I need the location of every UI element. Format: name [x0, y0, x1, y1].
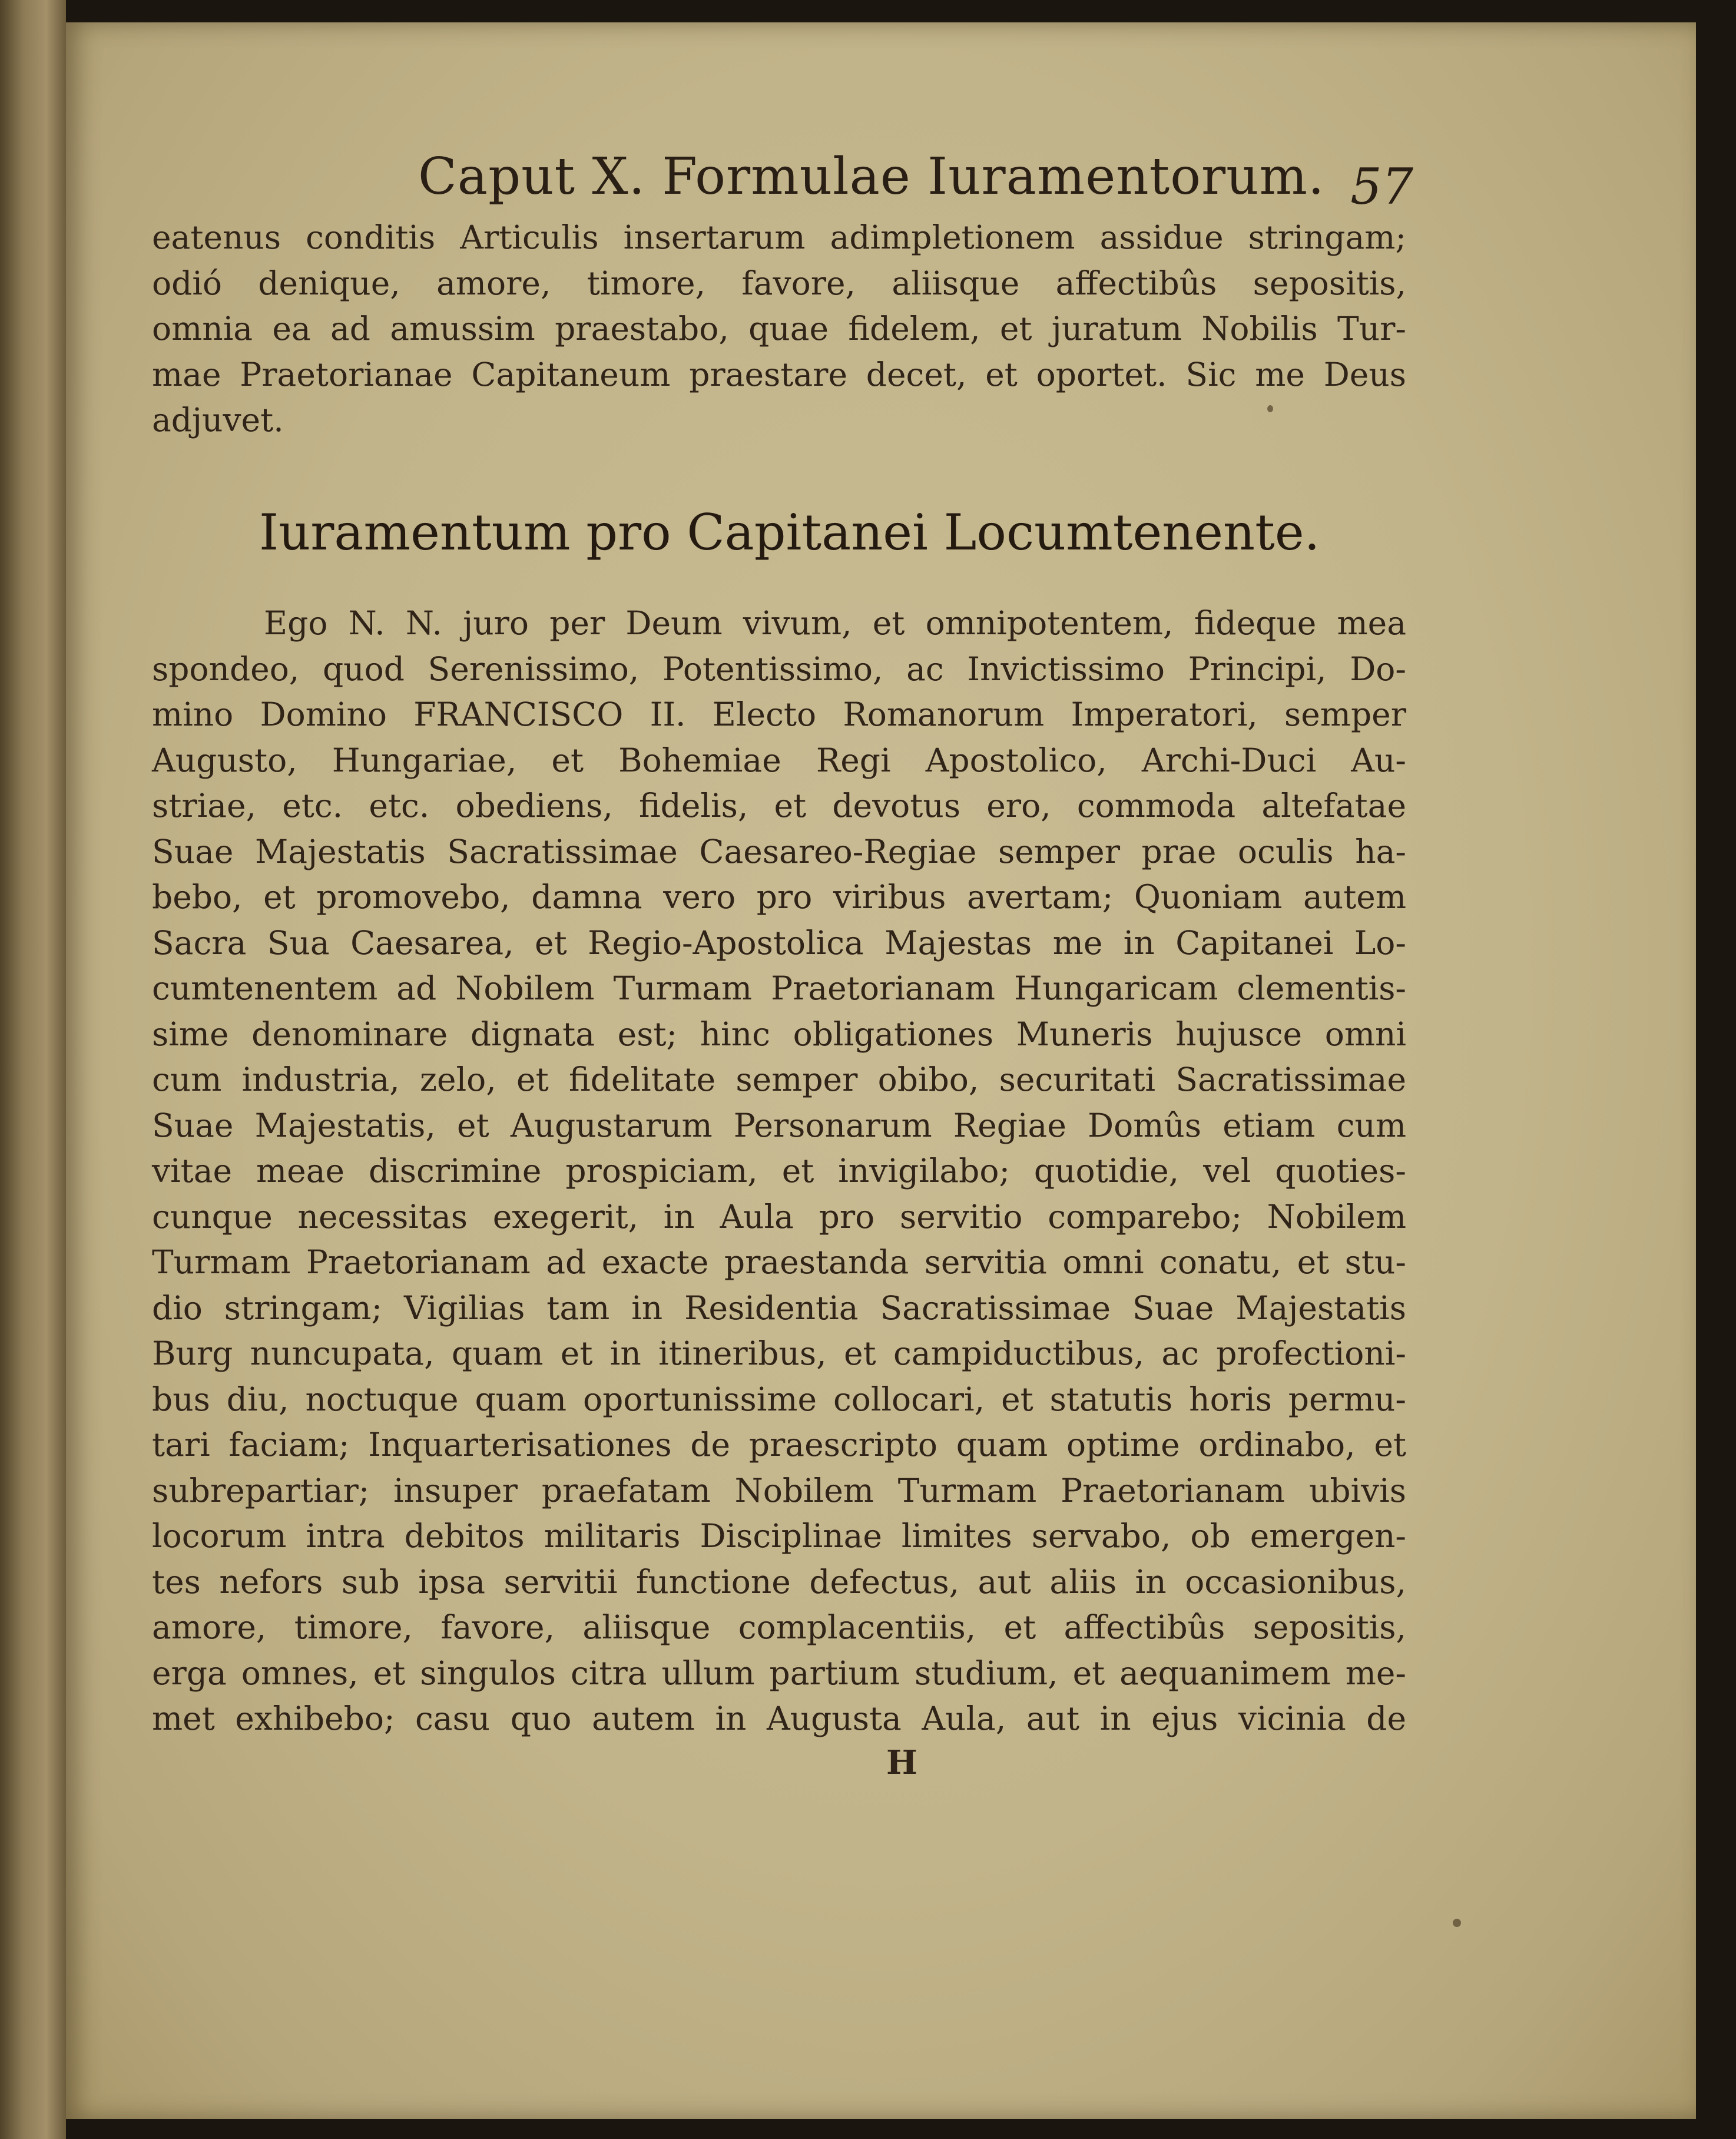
- text-line: met exhibebo; casu quo autem in Augusta Aula, aut in ejus vicinia de: [152, 1700, 1406, 1737]
- text-line: vitae meae discrimine prospiciam, et invigilabo; quotidie, vel quoties-: [152, 1152, 1406, 1190]
- chapter-title: Caput X. Formulae Iuramentorum.: [418, 147, 1325, 206]
- text-line: locorum intra debitos militaris Disciplinae limites servabo, ob emergen-: [152, 1517, 1406, 1555]
- text-line: sime denominare dignata est; hinc obligationes Muneris hujusce omni: [152, 1015, 1406, 1053]
- left-page-edge: [0, 0, 66, 2139]
- text-line: Turmam Praetorianam ad exacte praestanda servitia omni conatu, et stu-: [152, 1243, 1406, 1281]
- text-line: bus diu, noctuque quam oportunissime collocari, et statutis horis permu-: [152, 1380, 1406, 1418]
- text-line: Suae Majestatis Sacratissimae Caesareo-Regiae semper prae oculis ha-: [152, 832, 1406, 870]
- ink-spot: [1453, 1919, 1461, 1927]
- text-line: tari faciam; Inquarterisationes de praescripto quam optime ordinabo, et: [152, 1426, 1406, 1463]
- paragraph-oath-text: [152, 601, 1406, 1742]
- text-line: tes nefors sub ipsa servitii functione defectus, aut aliis in occasionibus,: [152, 1562, 1406, 1601]
- text-line: Burg nuncupata, quam et in itineribus, et campiductibus, ac profectioni-: [152, 1335, 1406, 1372]
- text-line: cunque necessitas exegerit, in Aula pro servitio comparebo; Nobilem: [152, 1197, 1406, 1236]
- text-line: subrepartiar; insuper praefatam Nobilem Turmam Praetorianam ubivis: [152, 1471, 1406, 1509]
- section-heading: Iuramentum pro Capitanei Locumtenente.: [259, 504, 1320, 561]
- text-line: striae, etc. etc. obediens, fidelis, et devotus ero, commoda altefatae: [152, 787, 1406, 825]
- text-line: Sacra Sua Caesarea, et Regio-Apostolica Majestas me in Capitanei Lo-: [152, 923, 1406, 962]
- page-number: 57: [1350, 158, 1413, 216]
- text-line: dio stringam; Vigilias tam in Residentia Sacratissimae Suae Majestatis: [152, 1289, 1406, 1327]
- text-line: eatenus conditis Articulis insertarum adimpletionem assidue stringam;: [152, 218, 1406, 256]
- signature-mark: H: [886, 1743, 917, 1782]
- text-line: mino Domino FRANCISCO II. Electo Romanorum Imperatori, semper: [152, 696, 1406, 733]
- text-line: cum industria, zelo, et fidelitate semper obibo, securitati Sacratissimae: [152, 1061, 1406, 1098]
- text-line: odió denique, amore, timore, favore, aliisque affectibûs sepositis,: [152, 264, 1406, 302]
- text-line: Augusto, Hungariae, et Bohemiae Regi Apostolico, Archi-Duci Au-: [152, 741, 1406, 779]
- text-line: amore, timore, favore, aliisque complacentiis, et affectibûs sepositis,: [152, 1608, 1406, 1646]
- text-line: Suae Majestatis, et Augustarum Personarum Regiae Domûs etiam cum: [152, 1106, 1406, 1144]
- text-line: erga omnes, et singulos citra ullum partium studium, et aequanimem me-: [152, 1654, 1406, 1692]
- text-line: adjuvet.: [152, 401, 284, 439]
- text-line: omnia ea ad amussim praestabo, quae fidelem, et juratum Nobilis Tur-: [152, 310, 1406, 347]
- running-head: [353, 147, 1413, 216]
- text-line: bebo, et promovebo, damna vero pro viribus avertam; Quoniam autem: [152, 878, 1406, 916]
- text-line: cumtenentem ad Nobilem Turmam Praetorianam Hungaricam clementis-: [152, 969, 1406, 1007]
- text-line: spondeo, quod Serenissimo, Potentissimo, ac Invictissimo Principi, Do-: [152, 650, 1406, 688]
- text-line: mae Praetorianae Capitaneum praestare decet, et oportet. Sic me Deus: [152, 355, 1406, 393]
- paragraph-oath-ending: [152, 215, 1406, 443]
- text-line: Ego N. N. juro per Deum vivum, et omnipotentem, fideque mea: [264, 604, 1406, 642]
